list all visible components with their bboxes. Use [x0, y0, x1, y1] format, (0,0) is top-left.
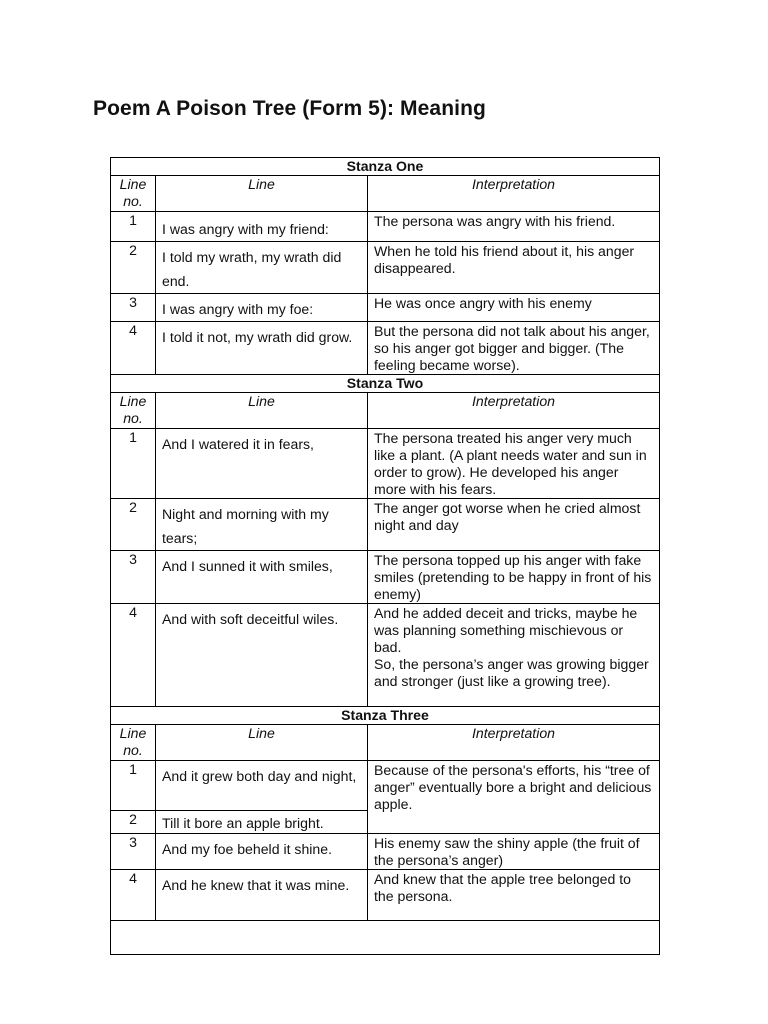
line-number: 1	[111, 429, 156, 499]
table-row	[111, 870, 660, 921]
page-title: Poem A Poison Tree (Form 5): Meaning	[93, 97, 486, 120]
interpretation-header: Interpretation	[368, 393, 660, 429]
line-no-header: Line no.	[111, 725, 156, 761]
line-number: 3	[111, 551, 156, 604]
poem-line: I told my wrath, my wrath did end.	[156, 242, 368, 294]
line-header: Line	[156, 393, 368, 429]
poem-line: And he knew that it was mine.	[156, 870, 368, 921]
table-row	[111, 604, 660, 707]
line-header: Line	[156, 725, 368, 761]
interpretation: The anger got worse when he cried almost night and day	[368, 499, 660, 551]
interpretation: But the persona did not talk about his anger, so his anger got bigger and bigger. (The feeling became worse).	[368, 322, 660, 375]
poem-line: And it grew both day and night,	[156, 761, 368, 811]
line-header: Line	[156, 176, 368, 212]
table-row	[111, 429, 660, 499]
table-row	[111, 294, 660, 322]
table-row	[111, 761, 660, 811]
table-row	[111, 322, 660, 375]
poem-line: And my foe beheld it shine.	[156, 834, 368, 870]
interpretation: Because of the persona's efforts, his “tree of anger” eventually bore a bright and delicious apple.	[368, 761, 660, 834]
line-number: 2	[111, 499, 156, 551]
interpretation-part: So, the persona’s anger was growing bigger and stronger (just like a growing tree).	[374, 656, 649, 689]
interpretation: He was once angry with his enemy	[368, 294, 660, 322]
line-number: 3	[111, 294, 156, 322]
interpretation-part: And he added deceit and tricks, maybe he was planning something mischievous or bad.	[374, 605, 638, 655]
poem-line: Till it bore an apple bright.	[156, 811, 368, 834]
stanza-heading: Stanza Two	[111, 375, 660, 393]
line-no-header: Line no.	[111, 393, 156, 429]
line-no-header: Line no.	[111, 176, 156, 212]
line-number: 1	[111, 761, 156, 811]
column-header-row	[111, 176, 660, 212]
stanza-heading: Stanza Three	[111, 707, 660, 725]
interpretation: The persona topped up his anger with fake smiles (pretending to be happy in front of his enemy)	[368, 551, 660, 604]
line-number: 2	[111, 242, 156, 294]
poem-line: Night and morning with my tears;	[156, 499, 368, 551]
table-row	[111, 499, 660, 551]
interpretation: And knew that the apple tree belonged to the persona.	[368, 870, 660, 921]
line-number: 3	[111, 834, 156, 870]
column-header-row	[111, 393, 660, 429]
poem-line: And I sunned it with smiles,	[156, 551, 368, 604]
interpretation	[368, 604, 660, 707]
column-header-row	[111, 725, 660, 761]
blank-cell	[111, 921, 660, 955]
line-number: 1	[111, 212, 156, 242]
table-row	[111, 212, 660, 242]
interpretation: When he told his friend about it, his anger disappeared.	[368, 242, 660, 294]
line-number: 4	[111, 604, 156, 707]
stanza-heading-row	[111, 158, 660, 176]
table-row	[111, 834, 660, 870]
line-number: 4	[111, 322, 156, 375]
stanza-heading-row	[111, 707, 660, 725]
poem-line: And I watered it in fears,	[156, 429, 368, 499]
table-row	[111, 551, 660, 604]
blank-row	[111, 921, 660, 955]
line-number: 4	[111, 870, 156, 921]
interpretation: His enemy saw the shiny apple (the fruit of the persona’s anger)	[368, 834, 660, 870]
line-number: 2	[111, 811, 156, 834]
poem-line: I told it not, my wrath did grow.	[156, 322, 368, 375]
interpretation: The persona treated his anger very much like a plant. (A plant needs water and sun in order to grow). He developed his anger more with his fears.	[368, 429, 660, 499]
stanza-heading: Stanza One	[111, 158, 660, 176]
stanza-heading-row	[111, 375, 660, 393]
interpretation-header: Interpretation	[368, 176, 660, 212]
poem-line: I was angry with my foe:	[156, 294, 368, 322]
interpretation: The persona was angry with his friend.	[368, 212, 660, 242]
interpretation-header: Interpretation	[368, 725, 660, 761]
poem-line: I was angry with my friend:	[156, 212, 368, 242]
poem-meaning-table	[110, 157, 660, 955]
table-row	[111, 242, 660, 294]
poem-line: And with soft deceitful wiles.	[156, 604, 368, 707]
